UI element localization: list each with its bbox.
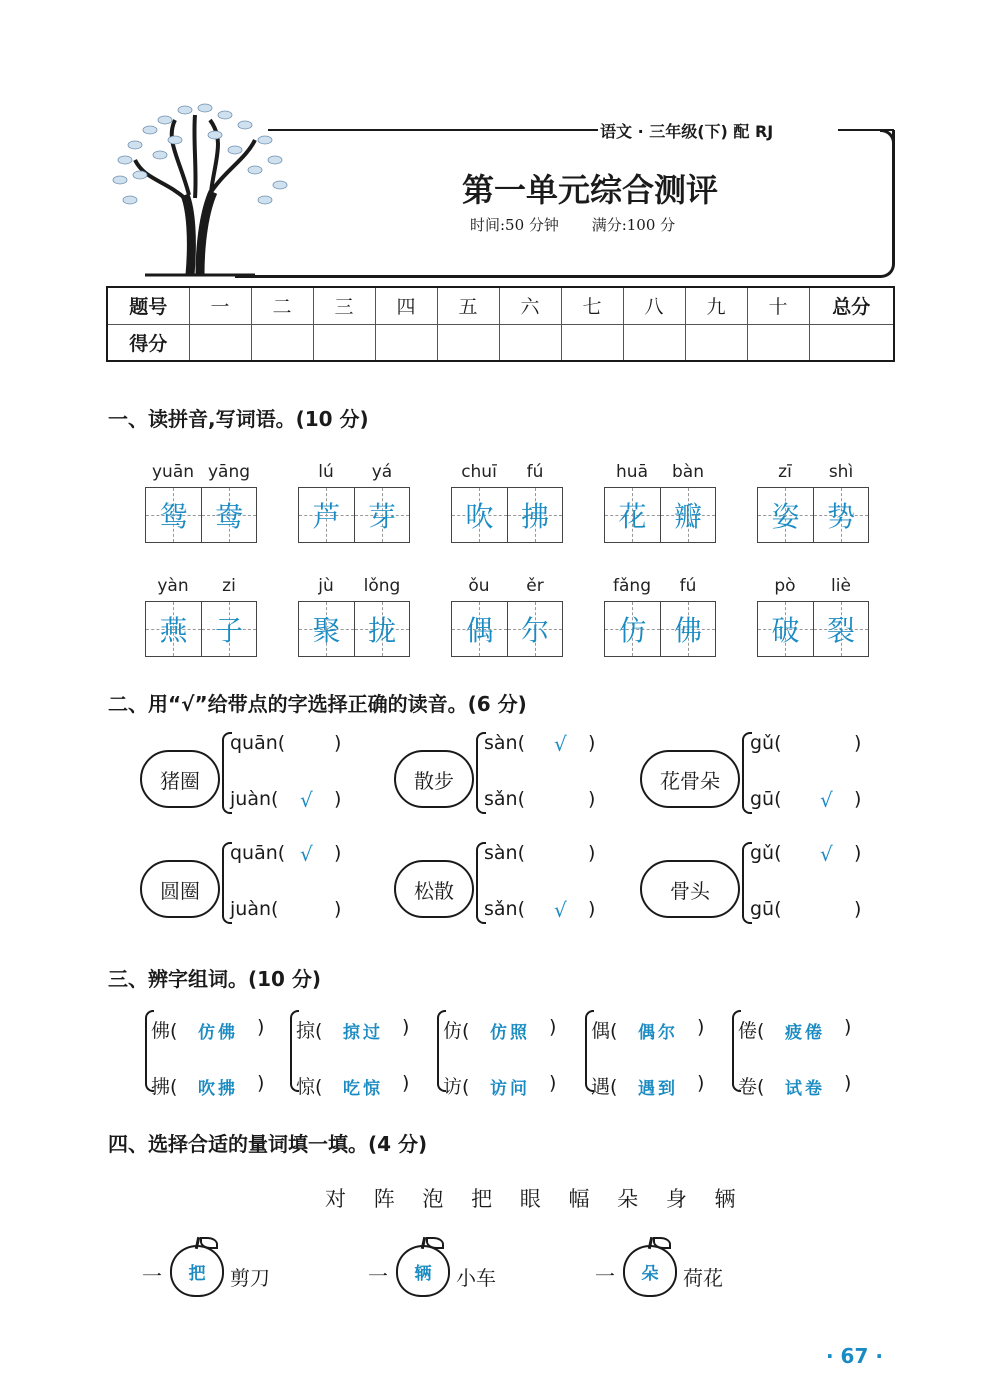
section-2-title: 二、用“√”给带点的字选择正确的读音。(6 分) bbox=[108, 692, 527, 716]
pinyin-label: ěr bbox=[526, 576, 544, 596]
close-paren: ) bbox=[854, 898, 862, 920]
close-paren: ) bbox=[697, 1016, 705, 1038]
grid-cell[interactable] bbox=[201, 602, 256, 656]
pinyin-label: lǒng bbox=[363, 576, 401, 596]
pinyin-label: bàn bbox=[672, 462, 704, 482]
col-3: 三 bbox=[313, 287, 375, 324]
score-cell[interactable] bbox=[313, 324, 375, 361]
pinyin-label: liè bbox=[831, 576, 851, 596]
grid-cell[interactable] bbox=[201, 488, 256, 542]
grid-cell[interactable] bbox=[813, 488, 868, 542]
apple-answer-box[interactable]: 把 bbox=[170, 1245, 224, 1297]
subject-label: 语文 · 三年级(下) 配 RJ bbox=[600, 122, 774, 141]
pinyin-label: yàn bbox=[157, 576, 189, 596]
close-paren: ) bbox=[854, 788, 862, 810]
close-paren: ) bbox=[588, 898, 596, 920]
word-cloud: 散步 bbox=[394, 750, 474, 808]
col-4: 四 bbox=[375, 287, 437, 324]
check-mark: √ bbox=[820, 842, 833, 866]
noun-label: 小车 bbox=[456, 1266, 496, 1290]
dash-prefix: 一 bbox=[595, 1264, 615, 1288]
answer-word[interactable]: 仿佛 bbox=[198, 1023, 238, 1043]
score-cell[interactable] bbox=[499, 324, 561, 361]
close-paren: ) bbox=[334, 842, 342, 864]
section-4-title: 四、选择合适的量词填一填。(4 分) bbox=[108, 1132, 428, 1156]
close-paren: ) bbox=[549, 1016, 557, 1038]
word-cloud: 花骨朵 bbox=[640, 750, 740, 808]
score-cell[interactable] bbox=[561, 324, 623, 361]
pinyin-label: pò bbox=[774, 576, 796, 596]
answer-char: 子 bbox=[214, 614, 243, 647]
close-paren: ) bbox=[549, 1072, 557, 1094]
score-table bbox=[106, 286, 895, 362]
word-option: 身 bbox=[665, 1187, 687, 1211]
close-paren: ) bbox=[588, 732, 596, 754]
grid-cell[interactable] bbox=[605, 488, 660, 542]
check-mark: √ bbox=[554, 898, 567, 922]
answer-char: 芦 bbox=[312, 500, 341, 533]
close-paren: ) bbox=[588, 788, 596, 810]
grid-cell[interactable] bbox=[507, 602, 562, 656]
pinyin-option[interactable]: quān( bbox=[230, 732, 286, 754]
score-cell[interactable] bbox=[623, 324, 685, 361]
grid-cell[interactable] bbox=[299, 488, 354, 542]
pinyin-label: yāng bbox=[207, 462, 251, 482]
noun-label: 剪刀 bbox=[230, 1266, 270, 1290]
grid-cell[interactable] bbox=[299, 602, 354, 656]
answer-char: 瓣 bbox=[673, 500, 702, 533]
check-mark: √ bbox=[300, 788, 313, 812]
answer-char: 佛 bbox=[673, 614, 702, 647]
word-cloud: 圆圈 bbox=[140, 860, 220, 918]
char-prompt: 掠( bbox=[296, 1020, 323, 1042]
char-prompt: 遇( bbox=[591, 1076, 618, 1098]
word-cloud: 松散 bbox=[394, 860, 474, 918]
tianzige-grid bbox=[451, 487, 563, 543]
tianzige-grid bbox=[451, 601, 563, 657]
score-cell[interactable] bbox=[437, 324, 499, 361]
answer-char: 尔 bbox=[520, 614, 549, 647]
grid-cell[interactable] bbox=[660, 488, 715, 542]
page-number: · 67 · bbox=[826, 1344, 883, 1368]
check-mark: √ bbox=[554, 732, 567, 756]
pinyin-option[interactable]: sàn( bbox=[484, 732, 525, 754]
score-cell[interactable] bbox=[685, 324, 747, 361]
grid-cell[interactable] bbox=[452, 488, 507, 542]
page-title: 第一单元综合测评 bbox=[461, 171, 718, 209]
pinyin-option[interactable]: gǔ( bbox=[750, 842, 782, 864]
score-cell[interactable] bbox=[251, 324, 313, 361]
close-paren: ) bbox=[334, 898, 342, 920]
col-2: 二 bbox=[251, 287, 313, 324]
pinyin-option[interactable]: juàn( bbox=[230, 898, 279, 920]
grid-cell[interactable] bbox=[758, 488, 813, 542]
apple-answer-box[interactable]: 朵 bbox=[623, 1245, 677, 1297]
answer-char: 聚 bbox=[312, 614, 341, 647]
pinyin-option[interactable]: sàn( bbox=[484, 842, 525, 864]
word-option: 幅 bbox=[568, 1187, 590, 1211]
row-label-score: 得分 bbox=[107, 324, 189, 361]
answer-word[interactable]: 遇到 bbox=[638, 1079, 678, 1099]
word-option: 朵 bbox=[617, 1187, 639, 1211]
grid-cell[interactable] bbox=[452, 602, 507, 656]
apple-answer-box[interactable]: 辆 bbox=[396, 1245, 450, 1297]
answer-word[interactable]: 偶尔 bbox=[638, 1023, 678, 1043]
dash-prefix: 一 bbox=[142, 1264, 162, 1288]
tianzige-grid bbox=[757, 601, 869, 657]
pinyin-label: lú bbox=[318, 462, 334, 482]
char-prompt: 拂( bbox=[151, 1076, 178, 1098]
answer-word[interactable]: 试卷 bbox=[785, 1079, 825, 1099]
close-paren: ) bbox=[334, 732, 342, 754]
col-1: 一 bbox=[189, 287, 251, 324]
word-cloud: 猪圈 bbox=[140, 750, 220, 808]
col-7: 七 bbox=[561, 287, 623, 324]
answer-word[interactable]: 掠过 bbox=[343, 1023, 383, 1043]
char-prompt: 倦( bbox=[738, 1020, 765, 1042]
answer-char: 花 bbox=[618, 500, 647, 533]
close-paren: ) bbox=[402, 1016, 410, 1038]
col-8: 八 bbox=[623, 287, 685, 324]
pinyin-option[interactable]: juàn( bbox=[230, 788, 279, 810]
answer-char: 鸳 bbox=[159, 500, 188, 533]
pinyin-label: fǎng bbox=[613, 576, 651, 596]
grid-cell[interactable] bbox=[758, 602, 813, 656]
measure-word-bank bbox=[325, 1183, 757, 1213]
grid-cell[interactable] bbox=[605, 602, 660, 656]
char-prompt: 卷( bbox=[738, 1076, 765, 1098]
time-limit: 时间:50 分钟 bbox=[470, 216, 559, 234]
answer-char: 偶 bbox=[465, 614, 494, 647]
section-3-title: 三、辨字组词。(10 分) bbox=[108, 967, 322, 991]
pinyin-label: yá bbox=[371, 462, 393, 482]
char-prompt: 佛( bbox=[151, 1020, 178, 1042]
char-prompt: 访( bbox=[443, 1076, 470, 1098]
close-paren: ) bbox=[854, 842, 862, 864]
pinyin-option[interactable]: gǔ( bbox=[750, 732, 782, 754]
answer-char: 吹 bbox=[465, 500, 494, 533]
word-option: 把 bbox=[471, 1187, 493, 1211]
close-paren: ) bbox=[844, 1016, 852, 1038]
tianzige-grid bbox=[604, 487, 716, 543]
grid-cell[interactable] bbox=[146, 488, 201, 542]
tianzige-grid bbox=[298, 487, 410, 543]
pinyin-label: fú bbox=[526, 462, 544, 482]
grid-cell[interactable] bbox=[354, 602, 409, 656]
char-prompt: 惊( bbox=[296, 1076, 323, 1098]
col-5: 五 bbox=[437, 287, 499, 324]
check-mark: √ bbox=[300, 842, 313, 866]
col-10: 十 bbox=[747, 287, 809, 324]
score-cell[interactable] bbox=[747, 324, 809, 361]
tianzige-grid bbox=[604, 601, 716, 657]
pinyin-label: zī bbox=[778, 462, 792, 482]
close-paren: ) bbox=[844, 1072, 852, 1094]
pinyin-label: jù bbox=[318, 576, 334, 596]
close-paren: ) bbox=[334, 788, 342, 810]
answer-char: 拢 bbox=[367, 614, 396, 647]
char-prompt: 仿( bbox=[443, 1020, 470, 1042]
pinyin-label: ǒu bbox=[468, 576, 490, 596]
answer-char: 燕 bbox=[159, 614, 188, 647]
answer-char: 拂 bbox=[520, 500, 549, 533]
answer-word[interactable]: 吹拂 bbox=[198, 1079, 238, 1099]
pinyin-option[interactable]: gū( bbox=[750, 788, 782, 810]
pinyin-label: chuī bbox=[461, 462, 497, 482]
close-paren: ) bbox=[697, 1072, 705, 1094]
grid-cell[interactable] bbox=[660, 602, 715, 656]
tianzige-grid bbox=[145, 487, 257, 543]
close-paren: ) bbox=[854, 732, 862, 754]
row-label-question: 题号 bbox=[107, 287, 189, 324]
pinyin-label: shì bbox=[828, 462, 854, 482]
word-option: 辆 bbox=[714, 1187, 736, 1211]
pinyin-option[interactable]: sǎn( bbox=[484, 898, 525, 920]
answer-char: 鸯 bbox=[214, 500, 243, 533]
close-paren: ) bbox=[402, 1072, 410, 1094]
answer-word[interactable]: 疲倦 bbox=[785, 1023, 825, 1043]
score-cell[interactable] bbox=[375, 324, 437, 361]
full-score: 满分:100 分 bbox=[591, 216, 676, 234]
answer-char: 破 bbox=[771, 614, 800, 647]
dash-prefix: 一 bbox=[368, 1264, 388, 1288]
pinyin-option[interactable]: gū( bbox=[750, 898, 782, 920]
score-cell[interactable] bbox=[189, 324, 251, 361]
close-paren: ) bbox=[257, 1072, 265, 1094]
answer-char: 芽 bbox=[367, 500, 396, 533]
check-mark: √ bbox=[820, 788, 833, 812]
answer-char: 裂 bbox=[826, 614, 855, 647]
grid-cell[interactable] bbox=[354, 488, 409, 542]
answer-char: 势 bbox=[826, 500, 855, 533]
pinyin-option[interactable]: quān( bbox=[230, 842, 286, 864]
tianzige-grid bbox=[145, 601, 257, 657]
answer-char: 仿 bbox=[618, 614, 647, 647]
grid-cell[interactable] bbox=[507, 488, 562, 542]
exam-info bbox=[470, 214, 703, 235]
score-cell[interactable] bbox=[809, 324, 894, 361]
col-9: 九 bbox=[685, 287, 747, 324]
pinyin-label: yuān bbox=[151, 462, 195, 482]
pinyin-label: fú bbox=[679, 576, 697, 596]
pinyin-label: zi bbox=[222, 576, 236, 596]
col-6: 六 bbox=[499, 287, 561, 324]
section-1-title: 一、读拼音,写词语。(10 分) bbox=[108, 407, 369, 431]
word-option: 阵 bbox=[373, 1187, 395, 1211]
answer-word[interactable]: 访问 bbox=[490, 1079, 530, 1099]
answer-char: 姿 bbox=[771, 500, 800, 533]
noun-label: 荷花 bbox=[683, 1266, 723, 1290]
pinyin-label: huā bbox=[616, 462, 648, 482]
col-total: 总分 bbox=[809, 287, 894, 324]
close-paren: ) bbox=[257, 1016, 265, 1038]
tianzige-grid bbox=[298, 601, 410, 657]
answer-word[interactable]: 吃惊 bbox=[343, 1079, 383, 1099]
grid-cell[interactable] bbox=[146, 602, 201, 656]
close-paren: ) bbox=[588, 842, 596, 864]
tianzige-grid bbox=[757, 487, 869, 543]
char-prompt: 偶( bbox=[591, 1020, 618, 1042]
pinyin-option[interactable]: sǎn( bbox=[484, 788, 525, 810]
word-cloud: 骨头 bbox=[640, 860, 740, 918]
answer-word[interactable]: 仿照 bbox=[490, 1023, 530, 1043]
word-option: 眼 bbox=[519, 1187, 541, 1211]
word-option: 泡 bbox=[422, 1187, 444, 1211]
grid-cell[interactable] bbox=[813, 602, 868, 656]
word-option: 对 bbox=[325, 1187, 346, 1211]
